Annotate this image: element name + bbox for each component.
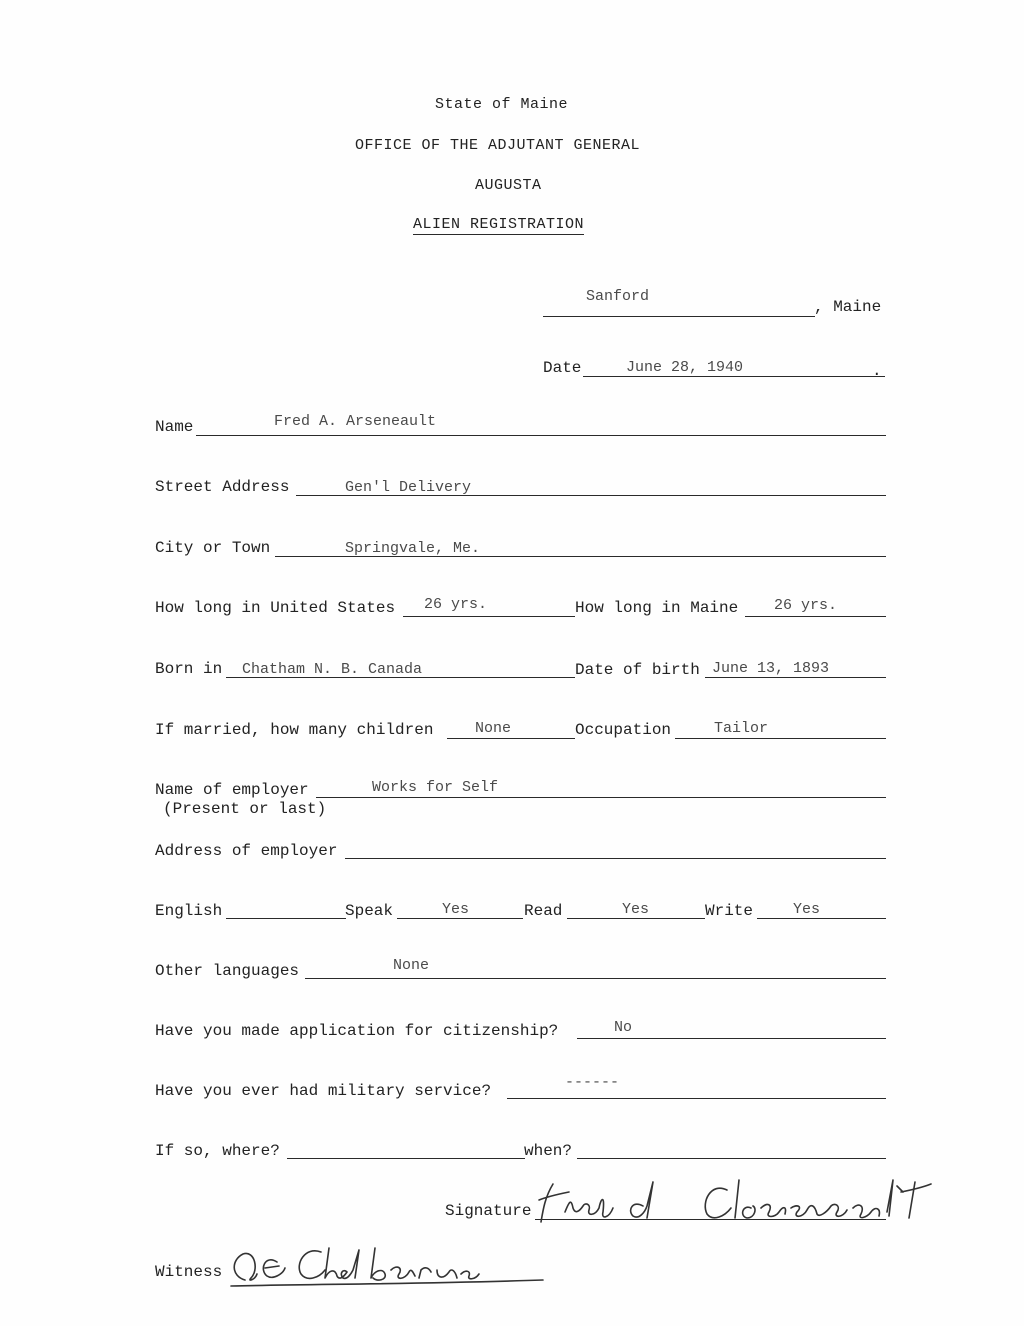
children-value: None (475, 720, 512, 737)
date-of-birth-label: Date of birth (575, 661, 700, 679)
how-long-us-value: 26 yrs. (424, 596, 488, 613)
when-label: when? (524, 1142, 573, 1160)
occupation-value: Tailor (714, 720, 769, 737)
employer-label: Name of employer (155, 781, 309, 799)
citizenship-label: Have you made application for citizenship? (155, 1022, 559, 1040)
speak-label: Speak (345, 902, 394, 920)
date-line (583, 376, 885, 377)
name-line (196, 435, 886, 436)
city-heading: AUGUSTA (475, 177, 542, 194)
born-in-label: Born in (155, 660, 223, 678)
military-line (507, 1098, 886, 1099)
where-label: If so, where? (155, 1142, 280, 1160)
write-label: Write (705, 902, 754, 920)
read-line (567, 918, 705, 919)
occupation-label: Occupation (575, 721, 672, 739)
date-label: Date (543, 359, 582, 377)
other-languages-line (305, 978, 886, 979)
name-value: Fred A. Arseneault (274, 413, 437, 430)
witness-handwriting (225, 1240, 555, 1290)
town-value: Sanford (586, 288, 650, 305)
city-label: City or Town (155, 539, 271, 557)
read-label: Read (524, 902, 563, 920)
how-long-maine-label: How long in Maine (575, 599, 739, 617)
other-languages-label: Other languages (155, 962, 300, 980)
speak-line (397, 918, 523, 919)
town-line (543, 316, 815, 317)
english-line (226, 918, 346, 919)
how-long-maine-value: 26 yrs. (774, 597, 838, 614)
state-heading: State of Maine (435, 96, 569, 113)
employer-line (316, 797, 886, 798)
signature-label: Signature (445, 1202, 532, 1220)
employer-address-line (345, 858, 886, 859)
read-value: Yes (622, 901, 650, 918)
date-value: June 28, 1940 (626, 359, 744, 376)
citizenship-value: No (614, 1019, 633, 1036)
occupation-line (675, 738, 886, 739)
street-value: Gen'l Delivery (345, 479, 472, 496)
how-long-us-line (403, 616, 575, 617)
other-languages-value: None (393, 957, 430, 974)
state-label: , Maine (814, 298, 882, 316)
how-long-us-label: How long in United States (155, 599, 396, 617)
where-line (287, 1158, 525, 1159)
when-line (577, 1158, 886, 1159)
city-value: Springvale, Me. (345, 540, 481, 557)
employer-address-label: Address of employer (155, 842, 338, 860)
witness-label: Witness (155, 1263, 223, 1281)
children-line (447, 738, 575, 739)
english-label: English (155, 902, 223, 920)
military-value: ------ (565, 1074, 620, 1091)
signature-handwriting (535, 1172, 935, 1232)
name-label: Name (155, 418, 194, 436)
street-label: Street Address (155, 478, 290, 496)
date-period: . (872, 362, 882, 380)
how-long-maine-line (745, 616, 886, 617)
form-title: ALIEN REGISTRATION (413, 216, 585, 233)
write-value: Yes (793, 901, 821, 918)
military-label: Have you ever had military service? (155, 1082, 492, 1100)
office-heading: OFFICE OF THE ADJUTANT GENERAL (355, 137, 641, 154)
born-in-value: Chatham N. B. Canada (242, 661, 423, 678)
children-label: If married, how many children (155, 721, 434, 739)
employer-value: Works for Self (372, 779, 499, 796)
date-of-birth-value: June 13, 1893 (712, 660, 830, 677)
employer-sublabel: (Present or last) (163, 800, 327, 818)
date-of-birth-line (705, 677, 886, 678)
speak-value: Yes (442, 901, 470, 918)
write-line (757, 918, 886, 919)
citizenship-line (577, 1038, 886, 1039)
